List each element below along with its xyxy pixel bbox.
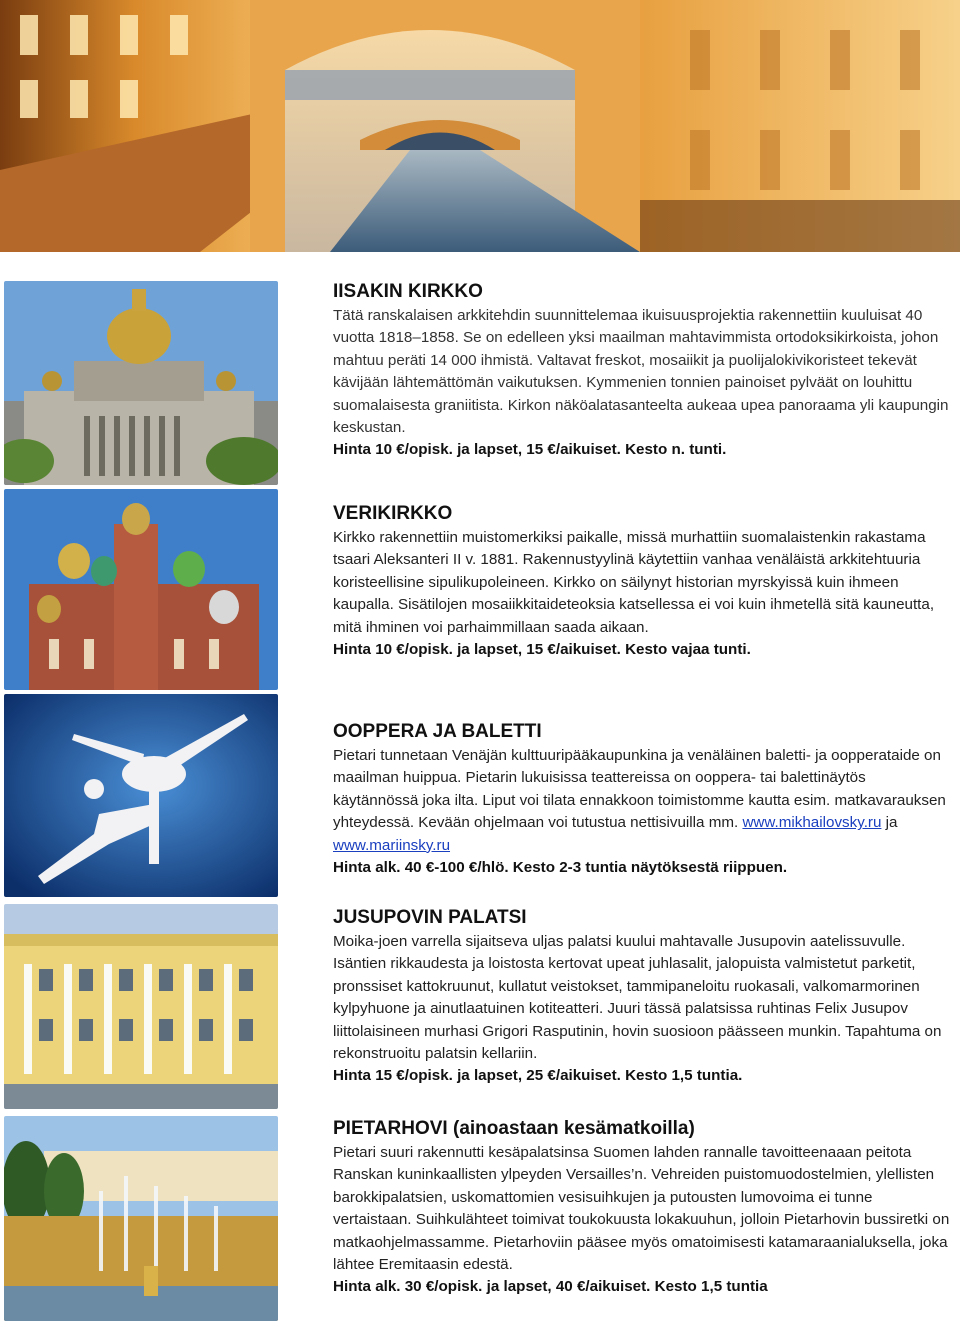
section-price: Hinta alk. 40 €-100 €/hlö. Kesto 2-3 tuntia näytöksestä riippuen. (333, 859, 788, 877)
section-iisakin-kirkko (333, 280, 951, 462)
section-price: Hinta 10 €/opisk. ja lapset, 15 €/aikuiset. Kesto vajaa tunti. (333, 641, 751, 659)
mariinsky-link[interactable]: www.mariinsky.ru (333, 836, 451, 854)
photo-peterhof-fountains (4, 1116, 278, 1321)
section-ooppera-baletti (333, 720, 951, 879)
section-body-text: Pietari tunnetaan Venäjän kulttuuripääkaupunkina ja venäläinen baletti- ja oopperataide on maailman huippua. Pietarin lukuisissa teattereissa on ooppera- tai balettinäytös käytännössä joka ilta. Liput voi tilata ennakkoon toimistomme kautta esim. matkavarauksen yhteydessä. Kevään ohjelmaan voi tutustua nettisivuilla mm. (333, 747, 946, 832)
hero-photo-canal-arch (0, 0, 960, 252)
section-title: OOPPERA JA BALETTI (333, 721, 542, 742)
section-price: Hinta alk. 30 €/opisk. ja lapset, 40 €/aikuiset. Kesto 1,5 tuntia (333, 1278, 768, 1296)
photo-yusupov-palace (4, 904, 278, 1109)
section-body: Pietari suuri rakennutti kesäpalatsinsa Suomen lahden rannalle tavoitteenaaan peitota Ranskan kuninkaallisten ylpeyden Versailles’n. Vehreiden puistomuodostelmien, ylellisten barokkipalatsien, uskomattomien vesisuihkujen ja putousten lumovoima ei tunne vertaistaan. Suihkulähteet toimivat toukokuusta lokakuuhun, jolloin Pietarhovin bussiretki on matkaohjelmassamme. Pietarhoviin pääsee myös omatoimisesti katamaraanialuksella, joka lähtee Eremitaasin edestä. (333, 1144, 950, 1274)
link-conjunction: ja (885, 814, 898, 832)
section-price: Hinta 15 €/opisk. ja lapset, 25 €/aikuiset. Kesto 1,5 tuntia. (333, 1067, 743, 1085)
photo-spilled-blood-church (4, 489, 278, 690)
section-body (333, 745, 951, 857)
section-title: JUSUPOVIN PALATSI (333, 907, 527, 928)
section-body: Tätä ranskalaisen arkkitehdin suunnittelemaa ikuisuusprojektia rakennettiin kuuluisat 40 vuotta 1818–1858. Se on edelleen yksi maailman mahtavimmista ortodoksikirkoista, johon mahtuu peräti 14 000 ihmistä. Valtavat freskot, mosaiikit ja puolijalokivikoristeet tekevät kävijään lähtemättömän vaikutuksen. Kymmenien tonnien painoiset pylväät on louhittu suomalaisesta graniitista. Kirkon näköalatasanteelta aukeaa upea panoraama yli kaupungin keskustan. (333, 307, 949, 437)
section-title: VERIKIRKKO (333, 503, 453, 524)
section-pietarhovi (333, 1117, 951, 1299)
section-verikirkko (333, 502, 951, 661)
section-body: Kirkko rakennettiin muistomerkiksi paikalle, missä murhattiin suomalaistenkin rakastama tsaari Aleksanteri II v. 1881. Rakennustyylinä käytettiin vanhaa venäläistä arkkitehtuuria koristeellisine sipulikupoleineen. Kirkko on säilynyt historian myrskyissä kuin ihmeen kaupalla. Sisätilojen mosaiikkitaideteoksia katsellessa ei voi kuin ihmetellä sitä kauneutta, mitä ihminen voi parhaimmillaan saada aikaan. (333, 529, 935, 636)
section-title: IISAKIN KIRKKO (333, 281, 483, 302)
photo-ballet-dancers (4, 694, 278, 897)
section-jusupovin-palatsi (333, 906, 951, 1088)
mikhailovsky-link[interactable]: www.mikhailovsky.ru (742, 814, 882, 832)
section-price: Hinta 10 €/opisk. ja lapset, 15 €/aikuiset. Kesto n. tunti. (333, 441, 727, 459)
section-title: PIETARHOVI (ainoastaan kesämatkoilla) (333, 1118, 695, 1139)
photo-isaac-cathedral (4, 281, 278, 485)
section-body: Moika-joen varrella sijaitseva uljas palatsi kuului mahtavalle Jusupovin aatelissuvulle. Isäntien rikkaudesta ja loistosta kertovat upeat juhlasalit, jalopuista valmistetut parketit, pronssiset kattokruunut, kullatut veistokset, tammipaneloitu ruokasali, valkomarmorinen kylpyhuone ja ainutlaatuinen kotiteatteri. Juuri tässä palatsissa ruhtinas Felix Jusupov liittolaisineen murhasi Grigori Rasputinin, hovin suosioon päässeen munkin. Tapahtuma on rekonstruoitu palatsin kellariin. (333, 933, 942, 1063)
